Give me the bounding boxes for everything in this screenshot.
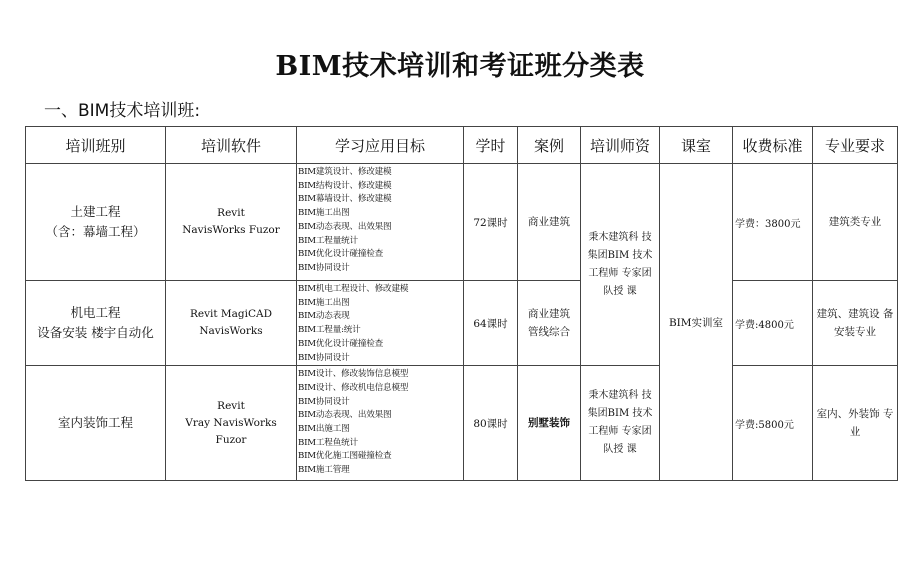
software-cell — [166, 366, 297, 481]
case-line: 商业建筑 — [528, 308, 570, 321]
software-line: Vray NavisWorks — [185, 416, 277, 429]
software-cell — [166, 164, 297, 281]
goal-line: BIM协同设计 — [298, 352, 350, 363]
goal-line: BIM幕墙设计、修改建模 — [298, 194, 392, 205]
classification-table — [25, 126, 898, 481]
header-cell: 学时 — [464, 127, 518, 164]
software-line: Revit MagiCAD — [189, 308, 273, 321]
teacher-cell — [581, 366, 660, 481]
goal-line: BIM施工出图 — [298, 208, 350, 219]
case-cell — [518, 366, 581, 481]
teacher-line: 工程师 专家团 — [588, 267, 652, 279]
goals-cell — [297, 281, 464, 366]
teacher-line: 集团BIM 技术 — [587, 408, 653, 420]
goals-cell — [297, 164, 464, 281]
table-row — [26, 281, 898, 366]
goal-line: BIM工程鱼统计 — [298, 437, 358, 448]
goal-line: BIM工程量统计 — [298, 235, 358, 246]
major-line: 建筑、建筑设 备 — [816, 308, 894, 321]
software-line: NavisWorks Fuzor — [182, 224, 280, 236]
category-line: 设备安装 楼宇自动化 — [37, 325, 154, 341]
goal-line: BIM动态表现、出效果图 — [298, 410, 392, 421]
software-line: Fuzor — [215, 433, 247, 446]
header-cell: 案例 — [518, 127, 581, 164]
goal-line: BIM优化设计碰撞检查 — [298, 338, 384, 349]
goal-line: BIM施工管理 — [298, 465, 350, 476]
goal-line: BIM优化施工图碰撞检查 — [298, 451, 392, 462]
fee-cell: 学费:5800元 — [733, 366, 813, 481]
teacher-line: 队授 课 — [603, 444, 637, 456]
case-line: 别墅装饰 — [528, 417, 570, 430]
teacher-line: 秉木建筑科 技 — [588, 231, 652, 243]
goal-line: BIM动态表现 — [298, 311, 350, 322]
goal-line: BIM工程量:统计 — [298, 325, 361, 336]
category-cell — [26, 164, 166, 281]
goal-line: BIM协同设计 — [298, 396, 350, 407]
case-cell — [518, 164, 581, 281]
goal-line: BIM协同设计 — [298, 262, 350, 273]
header-cell: 培训班别 — [26, 127, 166, 164]
teacher-line: 工程师 专家团 — [588, 426, 652, 438]
goal-line: BIM施工出图 — [298, 297, 350, 308]
table-row — [26, 366, 898, 481]
header-cell: 学习应用目标 — [297, 127, 464, 164]
goal-line: BIM机电工程设计、修改建模 — [298, 284, 409, 294]
goal-line: BIM结构设计、修改建模 — [298, 180, 392, 191]
goals-cell — [297, 366, 464, 481]
header-row — [26, 127, 898, 164]
software-line: Revit — [217, 399, 245, 412]
classroom-cell: BIM实训室 — [660, 164, 733, 481]
software-cell — [166, 281, 297, 366]
goal-line: BIM设计、修改装饰信息模型 — [298, 369, 409, 380]
teacher-cell — [581, 164, 660, 366]
hours-cell: 64课时 — [464, 281, 518, 366]
header-cell: 专业要求 — [813, 127, 898, 164]
goal-line: BIM优化设计碰撞检查 — [298, 249, 384, 260]
major-cell — [813, 281, 898, 366]
category-line: 室内装饰工程 — [57, 415, 133, 431]
goal-line: BIM建筑设计、修改建模 — [298, 167, 392, 177]
fee-cell: 学费:4800元 — [733, 281, 813, 366]
major-cell — [813, 366, 898, 481]
goal-line: BIM动态表现、出效果图 — [298, 221, 392, 232]
category-line: 土建工程 — [70, 204, 121, 219]
header-cell: 培训师资 — [581, 127, 660, 164]
hours-cell: 72课时 — [464, 164, 518, 281]
hours-cell: 80课时 — [464, 366, 518, 481]
category-cell — [26, 281, 166, 366]
major-line: 业 — [849, 426, 861, 439]
category-line: （含：幕墙工程） — [45, 224, 146, 239]
page-title: BIM技术培训和考证班分类表 — [275, 51, 645, 82]
major-line: 安装专业 — [834, 326, 876, 339]
fee-cell: 学费：3800元 — [733, 164, 813, 281]
software-line: Revit — [217, 207, 245, 219]
teacher-line: 集团BIM 技术 — [587, 249, 653, 261]
major-line: 室内、外装饰 专 — [816, 408, 894, 421]
goal-line: BIM设计、修改机电信息模型 — [298, 382, 409, 393]
teacher-line: 队授 课 — [603, 285, 637, 297]
table-row — [26, 164, 898, 281]
header-cell: 课室 — [660, 127, 733, 164]
case-cell — [518, 281, 581, 366]
case-line: 商业建筑 — [528, 216, 570, 228]
software-line: NavisWorks — [199, 325, 263, 338]
teacher-line: 秉木建筑科 技 — [588, 390, 652, 402]
major-line: 建筑类专业 — [828, 216, 882, 228]
header-cell: 培训软件 — [166, 127, 297, 164]
category-cell — [26, 366, 166, 481]
case-line: 管线综合 — [528, 326, 570, 339]
header-cell: 收费标准 — [733, 127, 813, 164]
goal-line: BIM出施工图 — [298, 424, 350, 435]
category-line: 机电工程 — [70, 305, 121, 321]
section-heading: 一、BIM技术培训班: — [44, 101, 201, 121]
major-cell — [813, 164, 898, 281]
